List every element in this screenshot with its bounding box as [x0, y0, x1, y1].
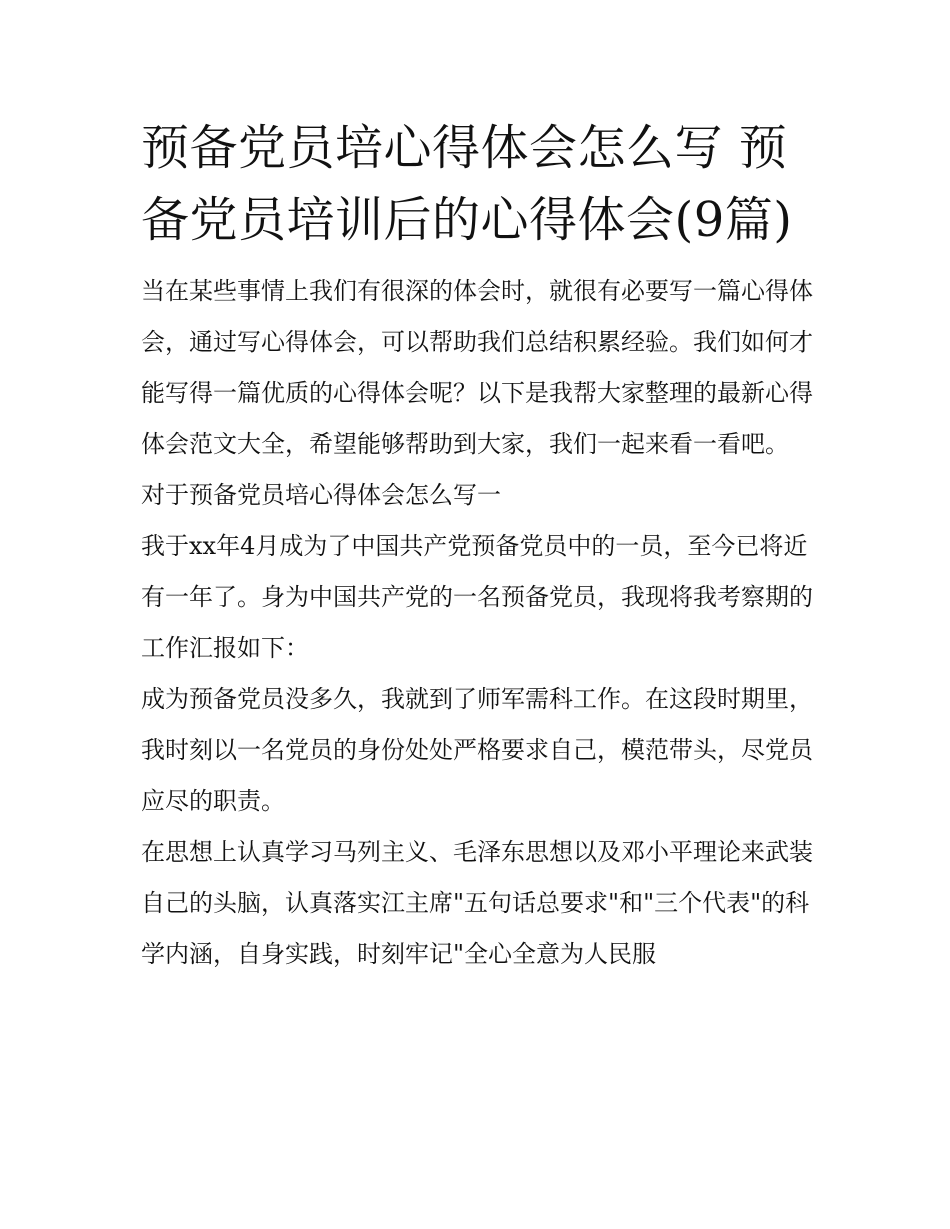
section-heading: 对于预备党员培心得体会怎么写一	[141, 481, 501, 509]
body-paragraph: 在思想上认真学习马列主义、毛泽东思想以及邓小平理论来武装自己的头脑，认真落实江主席"五句话总要求"和"三个代表"的科学内涵，自身实践，时刻牢记"全心全意为人民服	[141, 838, 813, 968]
body-paragraph: 我于xx年4月成为了中国共产党预备党员中的一员，至今已将近有一年了。身为中国共产党的一名预备党员，我现将我考察期的工作汇报如下：	[141, 532, 813, 662]
document-title: 预备党员培心得体会怎么写 预备党员培训后的心得体会(9篇)	[141, 120, 793, 248]
document-body	[141, 112, 816, 980]
body-paragraph: 成为预备党员没多久，我就到了师军需科工作。在这段时期里，我时刻以一名党员的身份处处严格要求自己，模范带头，尽党员应尽的职责。	[141, 685, 813, 815]
intro-paragraph: 当在某些事情上我们有很深的体会时，就很有必要写一篇心得体会，通过写心得体会，可以帮助我们总结积累经验。我们如何才能写得一篇优质的心得体会呢？以下是我帮大家整理的最新心得体会范文大全，希望能够帮助到大家，我们一起来看一看吧。	[141, 277, 813, 458]
